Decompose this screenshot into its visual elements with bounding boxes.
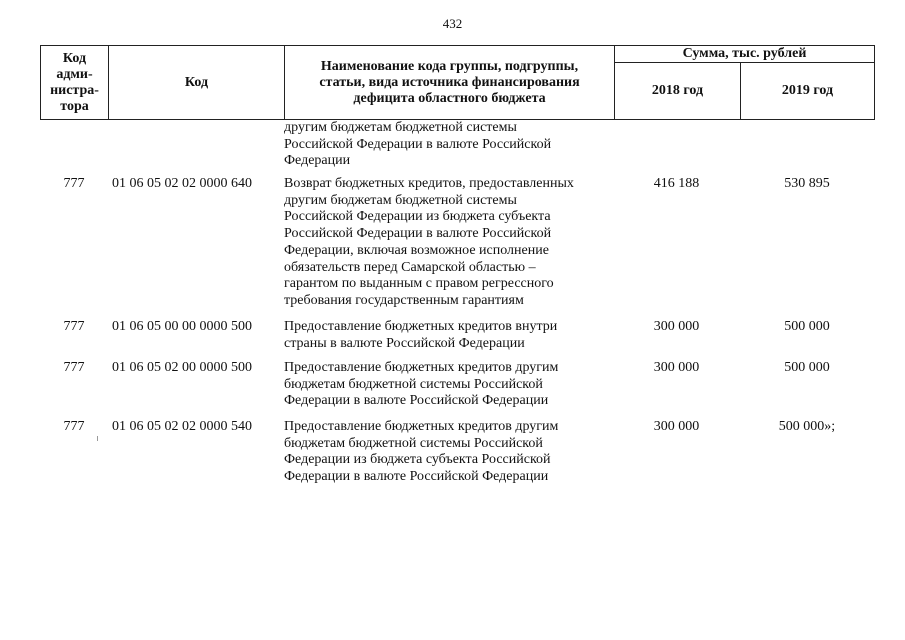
row-name — [284, 120, 614, 170]
row-name-line: требования государственным гарантиям — [284, 292, 524, 308]
header-year-2019: 2019 год — [741, 63, 875, 120]
header-name — [285, 46, 615, 120]
row-name-line: обязательств перед Самарской областью – — [284, 259, 536, 275]
row-name-line: Федерации — [284, 153, 351, 169]
row-value-2019: 500 000 — [784, 360, 830, 375]
row-name-line: бюджетам бюджетной системы Российской — [284, 435, 543, 451]
header-sum-group: Сумма, тыс. рублей — [615, 46, 875, 63]
header-admin-code-line: Код — [62, 50, 87, 66]
header-admin-code-line: тора — [60, 98, 89, 114]
row-code: 01 06 05 02 00 0000 500 — [112, 360, 252, 375]
header-admin-code — [41, 46, 109, 120]
row-value-2018: 416 188 — [653, 176, 700, 191]
scan-margin-mark — [97, 436, 98, 441]
header-admin-code-line: адми- — [56, 66, 93, 82]
row-admin-code: 777 — [63, 419, 85, 434]
row-admin-code: 777 — [63, 319, 85, 334]
row-value-2018: 300 000 — [653, 319, 700, 334]
header-name-line: дефицита областного бюджета — [353, 90, 546, 106]
row-name-line: Российской Федерации в валюте Российской — [284, 226, 552, 242]
header-name-line: Наименование кода группы, подгруппы, — [320, 58, 579, 74]
row-code: 01 06 05 02 02 0000 540 — [112, 419, 252, 434]
row-name — [284, 176, 614, 310]
row-value-2019: 500 000 — [784, 319, 830, 334]
row-name-line: Федерации в валюте Российской Федерации — [284, 469, 549, 485]
row-name-line: Российской Федерации в валюте Российской — [284, 136, 552, 152]
header-year-2018: 2018 год — [615, 63, 741, 120]
row-name-line: Предоставление бюджетных кредитов внутри — [284, 319, 558, 334]
row-admin-code: 777 — [63, 360, 85, 375]
row-name — [284, 319, 614, 352]
row-name-line: Российской Федерации из бюджета субъекта — [284, 209, 551, 225]
row-name-line: Предоставление бюджетных кредитов другим — [284, 419, 559, 434]
header-admin-code-line: нистра- — [50, 82, 99, 98]
row-value-2019: 530 895 — [784, 176, 830, 191]
row-name-line: страны в валюте Российской Федерации — [284, 335, 525, 351]
row-code: 01 06 05 00 00 0000 500 — [112, 319, 252, 334]
header-name-line: статьи, вида источника финансирования — [319, 74, 580, 90]
row-value-2018: 300 000 — [653, 360, 700, 375]
row-name-line: Федерации, включая возможное исполнение — [284, 242, 549, 258]
row-name-line: гарантом по выданным с правом регрессного — [284, 276, 554, 292]
row-name-line: другим бюджетам бюджетной системы — [284, 192, 517, 208]
row-value-2018: 300 000 — [653, 419, 700, 434]
row-name-line: Федерации в валюте Российской Федерации — [284, 393, 549, 409]
row-name-line: другим бюджетам бюджетной системы — [284, 120, 517, 135]
page-number: 432 — [442, 16, 463, 31]
table-header — [40, 45, 875, 120]
row-value-2019: 500 000»; — [778, 419, 836, 434]
row-name-line: Предоставление бюджетных кредитов другим — [284, 360, 559, 375]
row-code: 01 06 05 02 02 0000 640 — [112, 176, 252, 191]
row-name-line: Возврат бюджетных кредитов, предоставленных — [284, 176, 574, 191]
row-name — [284, 419, 614, 486]
row-name — [284, 360, 614, 410]
row-admin-code: 777 — [63, 176, 85, 191]
row-name-line: Федерации из бюджета субъекта Российской — [284, 452, 551, 468]
row-name-line: бюджетам бюджетной системы Российской — [284, 376, 543, 392]
header-code: Код — [109, 46, 285, 120]
